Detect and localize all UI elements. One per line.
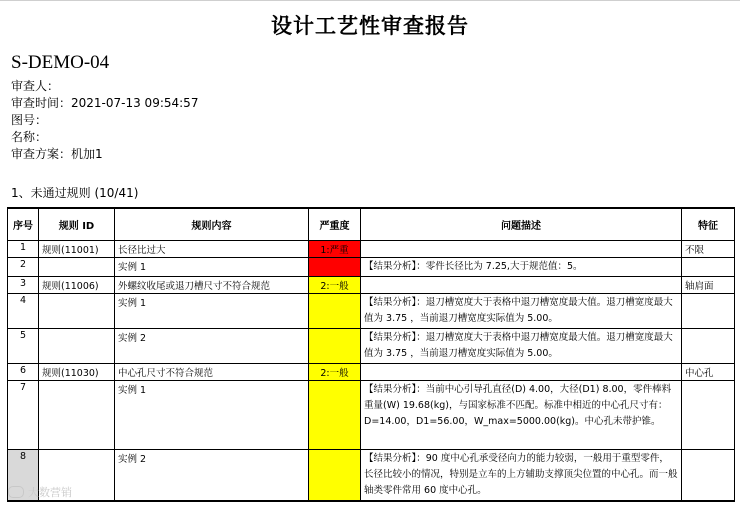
- cell-feature: [682, 449, 735, 501]
- cell-rule-id: [39, 257, 115, 276]
- cell-rule-id: [39, 380, 115, 449]
- page-top-border: [0, 0, 740, 1]
- cell-severity: [309, 380, 361, 449]
- rules-table: [7, 207, 735, 502]
- cell-seq: 2: [8, 257, 39, 276]
- cell-severity: 2:一般: [309, 276, 361, 293]
- watermark: [8, 484, 72, 500]
- header-problem: 问题描述: [361, 208, 682, 240]
- cell-seq: 1: [8, 240, 39, 257]
- cell-feature: 中心孔: [682, 363, 735, 380]
- header-rule-id: 规则 ID: [39, 208, 115, 240]
- cell-seq: 8: [8, 449, 39, 501]
- reviewer-field: 审查人：: [11, 79, 60, 93]
- cell-rule-content: 实例 2: [115, 328, 309, 363]
- cell-rule-content: 长径比过大: [115, 240, 309, 257]
- drawing-number-field: 图号：: [11, 113, 48, 127]
- cell-seq: 6: [8, 363, 39, 380]
- table-row: [8, 257, 735, 276]
- section-heading: 1、未通过规则 (10/41): [11, 186, 139, 200]
- cell-problem: [361, 240, 682, 257]
- cell-rule-content: 外螺纹收尾或退刀槽尺寸不符合规范: [115, 276, 309, 293]
- header-severity: 严重度: [309, 208, 361, 240]
- cell-rule-content: 中心孔尺寸不符合规范: [115, 363, 309, 380]
- cell-rule-id: 规则(11030): [39, 363, 115, 380]
- cell-severity: [309, 293, 361, 328]
- cell-rule-content: 实例 1: [115, 293, 309, 328]
- cell-feature: [682, 380, 735, 449]
- report-title: 设计工艺性审查报告: [271, 14, 469, 38]
- cell-rule-id: [39, 328, 115, 363]
- table-row: [8, 363, 735, 380]
- document-id: S-DEMO-04: [11, 52, 110, 73]
- cell-feature: [682, 293, 735, 328]
- cell-rule-id: 规则(11006): [39, 276, 115, 293]
- review-time-field: 审查时间：2021-07-13 09:54:57: [11, 96, 199, 110]
- cell-seq: 3: [8, 276, 39, 293]
- cell-feature: [682, 328, 735, 363]
- header-seq: 序号: [8, 208, 39, 240]
- table-row: [8, 449, 735, 501]
- table-row: [8, 240, 735, 257]
- header-rule-content: 规则内容: [115, 208, 309, 240]
- cell-problem: 【结果分析】：退刀槽宽度大于表格中退刀槽宽度最大值。退刀槽宽度最大值为 3.75 ，当前退刀槽宽度实际值为 5.00。: [361, 328, 682, 363]
- cell-severity: [309, 328, 361, 363]
- cell-rule-id: 规则(11001): [39, 240, 115, 257]
- table-row: [8, 328, 735, 363]
- name-field: 名称：: [11, 130, 48, 144]
- cell-problem: [361, 276, 682, 293]
- table-row: [8, 276, 735, 293]
- table-header-row: [8, 208, 735, 240]
- cell-severity: [309, 449, 361, 501]
- cell-problem: 【结果分析】：退刀槽宽度大于表格中退刀槽宽度最大值。退刀槽宽度最大值为 3.75 ，当前退刀槽宽度实际值为 5.00。: [361, 293, 682, 328]
- cell-problem: [361, 363, 682, 380]
- table-row: [8, 293, 735, 328]
- cell-rule-content: 实例 1: [115, 257, 309, 276]
- watermark-logo-icon: [8, 486, 24, 498]
- cell-problem: 【结果分析】：零件长径比为 7.25,大于规范值：5。: [361, 257, 682, 276]
- cell-problem: 【结果分析】：当前中心引导孔直径(D) 4.00，大径(D1) 8.00，零件棒料重量(W) 19.68(kg)，与国家标准不匹配。标准中相近的中心孔尺寸有： D=14.00，D1=56.00，W_max=5000.00(kg)。中心孔未带护锥。: [361, 380, 682, 449]
- cell-rule-content: 实例 2: [115, 449, 309, 501]
- report-metadata: [11, 78, 198, 163]
- cell-rule-id: [39, 293, 115, 328]
- cell-problem: 【结果分析】：90 度中心孔承受径向力的能力较弱，一般用于重型零件，长径比较小的情况，特别是立车的上方辅助支撑顶尖位置的中心孔。而一般轴类零件常用 60 度中心孔。: [361, 449, 682, 501]
- header-feature: 特征: [682, 208, 735, 240]
- cell-seq: 7: [8, 380, 39, 449]
- cell-severity: [309, 257, 361, 276]
- cell-severity: 2:一般: [309, 363, 361, 380]
- cell-feature: 不限: [682, 240, 735, 257]
- table-row: [8, 380, 735, 449]
- cell-rule-content: 实例 1: [115, 380, 309, 449]
- cell-severity: 1:严重: [309, 240, 361, 257]
- cell-seq: 5: [8, 328, 39, 363]
- review-plan-field: 审查方案：机加1: [11, 147, 103, 161]
- cell-seq: 4: [8, 293, 39, 328]
- cell-feature: [682, 257, 735, 276]
- cell-feature: 轴肩面: [682, 276, 735, 293]
- watermark-text: 大数营销: [28, 486, 72, 499]
